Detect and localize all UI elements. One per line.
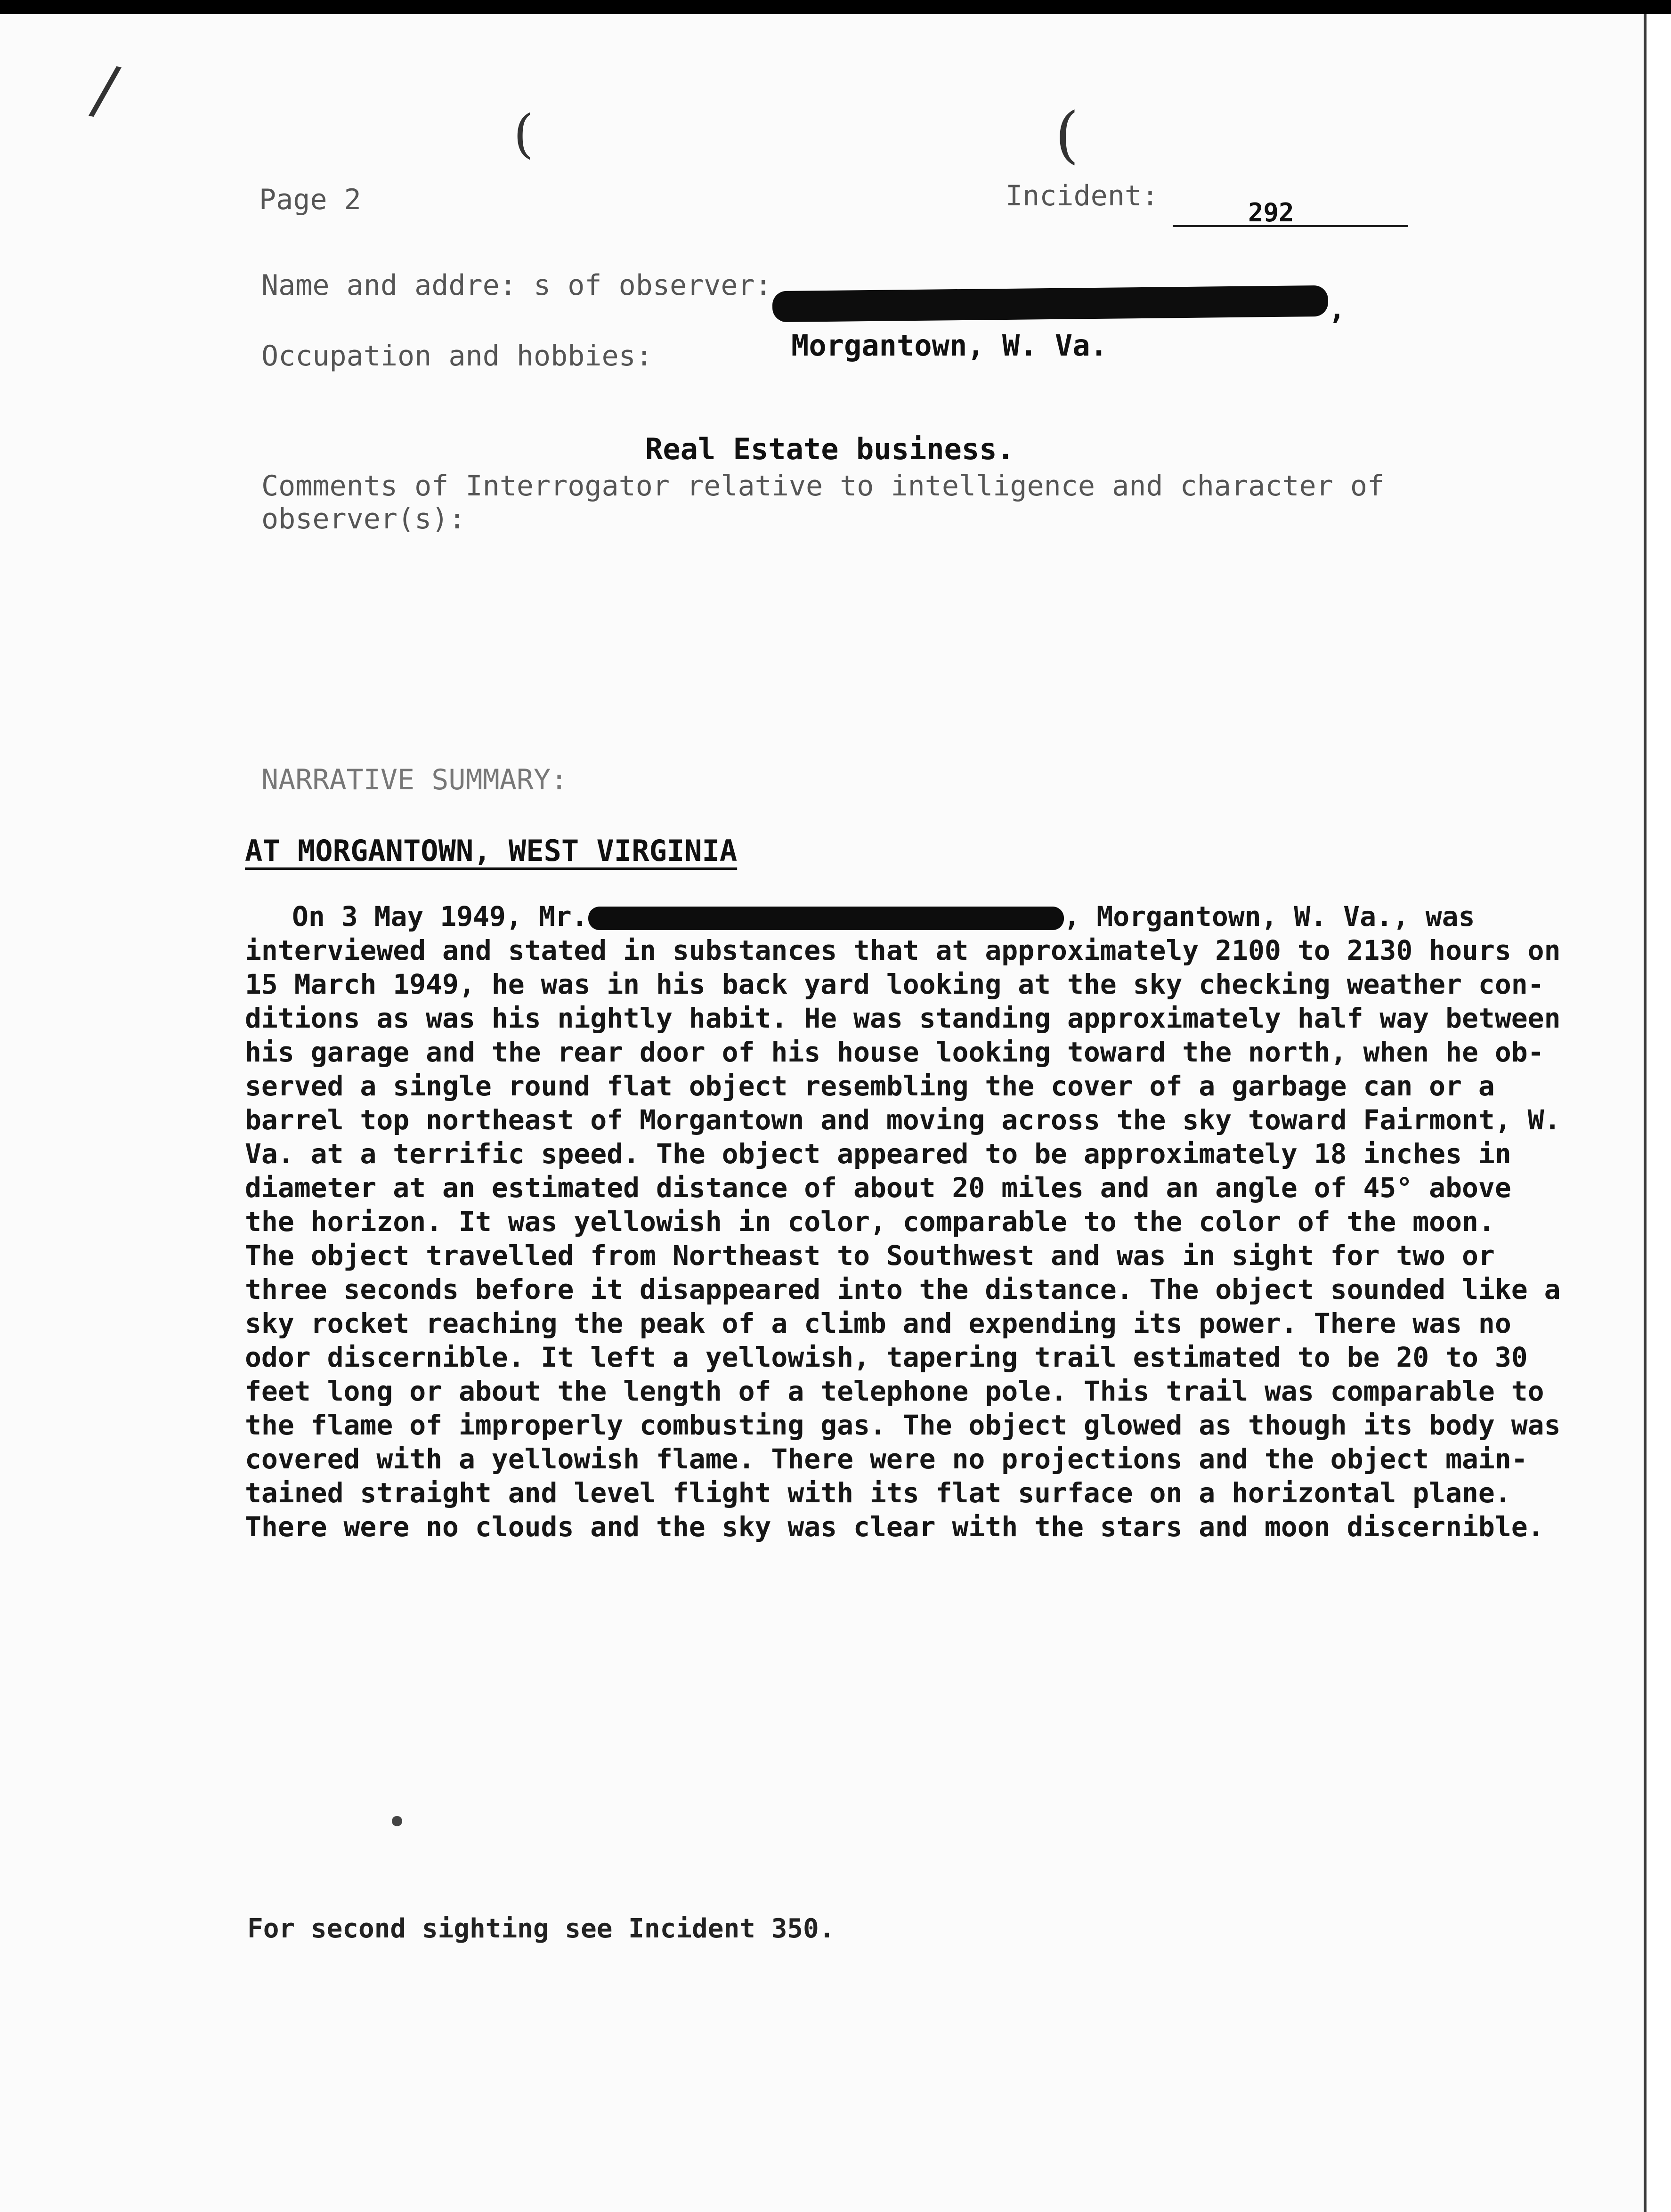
ink-dot <box>392 1816 402 1826</box>
address-comma: , <box>1328 292 1346 326</box>
narrative-line: feet long or about the length of a telephone pole. This trail was comparable to <box>245 1375 1544 1407</box>
narrative-body <box>245 899 1592 1544</box>
narrative-line: covered with a yellowish flame. There were no projections and the object main- <box>245 1443 1528 1475</box>
comments-label-line2: observer(s): <box>261 502 466 535</box>
narrative-first-line-start: On 3 May 1949, Mr. <box>292 900 588 932</box>
footer-note: For second sighting see Incident 350. <box>247 1913 835 1944</box>
narrative-line: three seconds before it disappeared into the distance. The object sounded like a <box>245 1273 1561 1305</box>
narrative-line: barrel top northeast of Morgantown and moving across the sky toward Fairmont, W. <box>245 1104 1561 1136</box>
narrative-line: Va. at a terrific speed. The object appeared to be approximately 18 inches in <box>245 1138 1511 1170</box>
narrative-line: odor discernible. It left a yellowish, tapering trail estimated to be 20 to 30 <box>245 1341 1528 1373</box>
narrative-line: diameter at an estimated distance of about 20 miles and an angle of 45° above <box>245 1172 1511 1204</box>
observer-name-label: Name and addre: s of observer: <box>261 269 772 302</box>
comments-label-line1: Comments of Interrogator relative to intelligence and character of <box>261 470 1385 502</box>
scan-border <box>0 0 1671 14</box>
margin-mark: / <box>86 50 124 130</box>
narrative-line: the flame of improperly combusting gas. The object glowed as though its body was <box>245 1409 1561 1441</box>
occupation-label: Occupation and hobbies: <box>261 340 653 373</box>
occupation-value: Real Estate business. <box>645 432 1014 466</box>
narrative-line: sky rocket reaching the peak of a climb and expending its power. There was no <box>245 1307 1511 1339</box>
narrative-line: interviewed and stated in substances that at approximately 2100 to 2130 hours on <box>245 934 1561 966</box>
narrative-first-line-end: , Morgantown, W. Va., was <box>1063 900 1475 932</box>
punch-mark-left: ( <box>513 104 534 164</box>
incident-label: Incident: <box>1006 179 1159 212</box>
narrative-line: 15 March 1949, he was in his back yard looking at the sky checking weather con- <box>245 968 1544 1000</box>
narrative-line: ditions as was his nightly habit. He was standing approximately half way between <box>245 1002 1561 1034</box>
document-page <box>0 14 1647 2212</box>
redacted-name <box>772 285 1329 322</box>
punch-mark-right: ( <box>1055 99 1079 170</box>
narrative-first-line <box>245 899 1592 933</box>
narrative-line: his garage and the rear door of his house looking toward the north, when he ob- <box>245 1036 1544 1068</box>
page-label: Page 2 <box>259 183 361 216</box>
narrative-summary-label: NARRATIVE SUMMARY: <box>261 763 568 796</box>
narrative-line: There were no clouds and the sky was clear with the stars and moon discernible. <box>245 1511 1544 1543</box>
narrative-line: The object travelled from Northeast to Southwest and was in sight for two or <box>245 1240 1495 1272</box>
redacted-observer-name <box>588 907 1064 930</box>
narrative-line: the horizon. It was yellowish in color, comparable to the color of the moon. <box>245 1206 1495 1238</box>
narrative-line: served a single round flat object resembling the cover of a garbage can or a <box>245 1070 1495 1102</box>
narrative-heading: AT MORGANTOWN, WEST VIRGINIA <box>245 834 738 868</box>
observer-city: Morgantown, W. Va. <box>791 328 1108 363</box>
incident-number: 292 <box>1248 198 1294 227</box>
narrative-line: tained straight and level flight with its flat surface on a horizontal plane. <box>245 1477 1511 1509</box>
